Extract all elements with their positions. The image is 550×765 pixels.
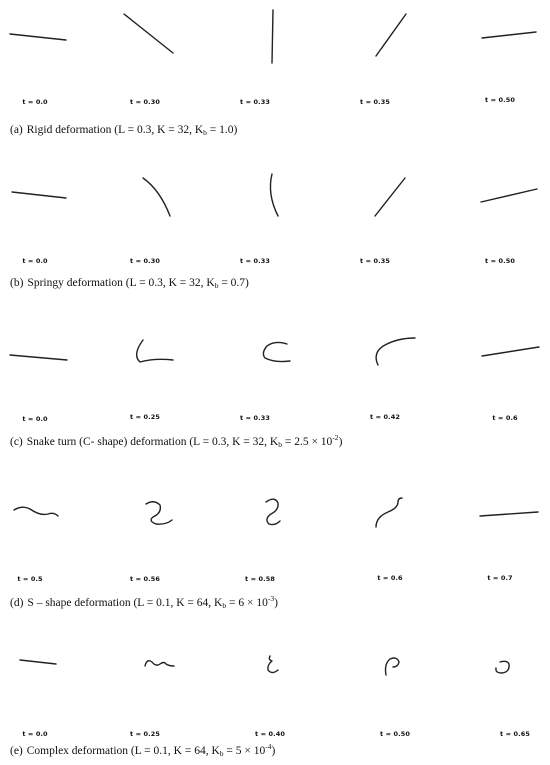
caption-label: (d) [10,597,24,609]
time-label: t = 0.33 [240,257,270,265]
time-label: t = 0.5 [17,575,43,583]
panel-d [0,460,550,620]
time-label: t = 0.30 [130,98,160,106]
caption-text: Rigid deformation (L = 0.3, K = 32, K [26,124,204,136]
caption-tail: = 6 × 10 [226,597,268,609]
panel-b [0,150,550,300]
time-label: t = 0.0 [22,730,48,738]
strand-c-5 [440,300,550,400]
time-label: t = 0.50 [380,730,410,738]
caption-sup: -4 [265,742,272,751]
caption-tail: = 1.0) [206,124,238,136]
strand-e-5 [440,620,550,710]
strand-e-1 [0,620,110,710]
time-label: t = 0.65 [500,730,530,738]
strand-e-3 [220,620,330,710]
time-label: t = 0.25 [130,413,160,421]
strand-a-2 [110,0,220,60]
strand-a-5 [440,0,550,60]
caption-text: Snake turn (C- shape) deformation (L = 0.3, K = 32, K [26,436,279,448]
caption-text: Springy deformation (L = 0.3, K = 32, K [27,277,215,289]
time-label: t = 0.25 [130,730,160,738]
strand-d-3 [220,460,330,560]
panel-a [0,0,550,150]
time-label: t = 0.42 [370,413,400,421]
caption-sup: -3 [267,594,275,603]
time-label: t = 0.0 [22,257,48,265]
strand-d-5 [440,460,550,560]
caption-sub: b [203,128,207,137]
strand-b-3 [220,150,330,230]
strand-d-2 [110,460,220,560]
strand-a-4 [330,0,440,60]
strand-a-3 [220,0,330,60]
caption-sub: b [214,281,219,290]
time-label: t = 0.0 [22,415,48,423]
panel-caption [10,274,249,290]
caption-sub: b [278,440,282,449]
time-label: t = 0.50 [485,257,515,265]
strand-c-1 [0,300,110,400]
caption-sub: b [222,601,227,610]
time-label: t = 0.35 [360,98,390,106]
strand-a-1 [0,0,110,60]
panel-caption [10,121,237,137]
panel-e [0,620,550,765]
time-label: t = 0.58 [245,575,275,583]
panel-caption [10,742,275,758]
strand-b-1 [0,150,110,230]
caption-text: Complex deformation (L = 0.1, K = 64, K [26,745,220,757]
time-label: t = 0.6 [492,414,518,422]
strand-c-2 [110,300,220,400]
caption-label: (e) [10,745,23,757]
strand-b-4 [330,150,440,230]
strand-d-1 [0,460,110,560]
strand-e-4 [330,620,440,710]
time-label: t = 0.33 [240,414,270,422]
time-label: t = 0.0 [22,98,48,106]
strand-e-2 [110,620,220,710]
caption-sub: b [219,749,224,758]
caption-label: (b) [10,277,24,289]
time-label: t = 0.50 [485,96,515,104]
caption-tail: = 0.7) [218,277,249,289]
time-label: t = 0.30 [130,257,160,265]
caption-end: ) [338,436,343,448]
strand-b-2 [110,150,220,230]
time-label: t = 0.35 [360,257,390,265]
time-label: t = 0.33 [240,98,270,106]
time-label: t = 0.6 [377,574,403,582]
caption-text: S – shape deformation (L = 0.1, K = 64, K [27,597,223,609]
panel-caption [10,433,342,449]
caption-sup: -2 [332,433,339,442]
strand-c-4 [330,300,440,400]
strand-b-5 [440,150,550,230]
time-label: t = 0.7 [487,574,513,582]
strand-c-3 [220,300,330,400]
time-label: t = 0.56 [130,575,160,583]
panel-caption [10,594,278,610]
caption-end: ) [274,597,278,609]
caption-label: (c) [10,436,23,448]
panel-c [0,300,550,460]
caption-tail: = 5 × 10 [223,745,266,757]
caption-tail: = 2.5 × 10 [281,436,333,448]
strand-d-4 [330,460,440,560]
time-label: t = 0.40 [255,730,285,738]
caption-end: ) [271,745,276,757]
caption-label: (a) [10,124,23,136]
